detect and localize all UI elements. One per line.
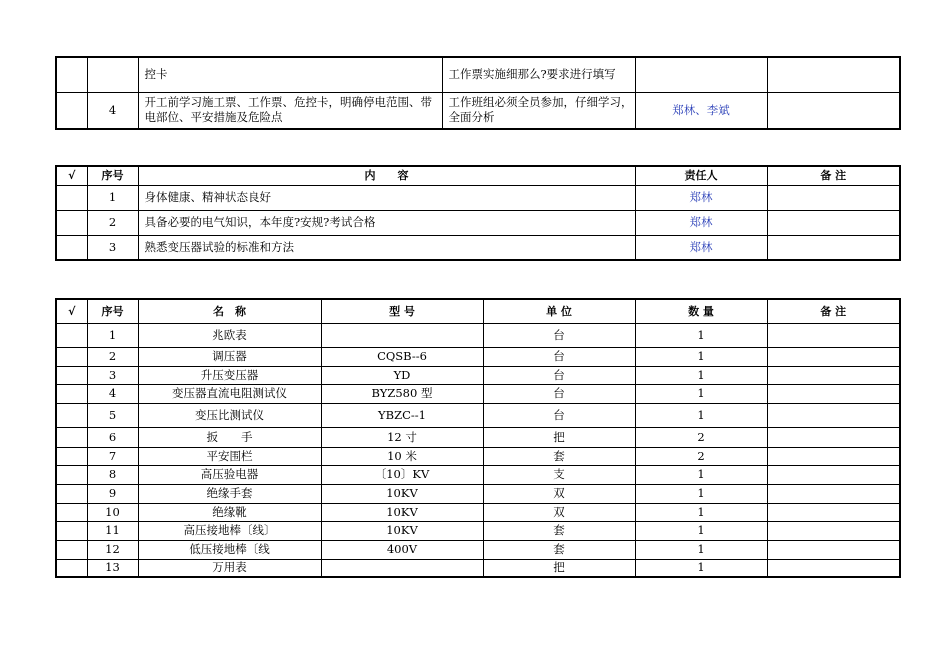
note-cell [767, 427, 900, 447]
unit-cell: 套 [483, 540, 635, 559]
table-row [56, 521, 900, 540]
table-row [56, 366, 900, 384]
qty-cell: 1 [635, 323, 767, 347]
table-row [56, 540, 900, 559]
name-cell: 变压器直流电阻测试仪 [138, 384, 321, 403]
person-cell [635, 57, 767, 92]
qty-cell: 1 [635, 384, 767, 403]
seq-cell: 5 [87, 403, 138, 427]
requirement-cell: 工作票实施细那么?要求进行填写 [442, 57, 635, 92]
unit-cell: 台 [483, 347, 635, 366]
check-cell[interactable] [56, 347, 87, 366]
note-cell [767, 465, 900, 484]
model-cell: BYZ580 型 [321, 384, 483, 403]
qty-cell: 1 [635, 465, 767, 484]
note-cell [767, 210, 900, 235]
qty-cell: 1 [635, 347, 767, 366]
note-cell [767, 366, 900, 384]
name-cell: 低压接地棒〔线 [138, 540, 321, 559]
name-cell: 平安围栏 [138, 447, 321, 465]
check-cell[interactable] [56, 484, 87, 503]
check-cell[interactable] [56, 540, 87, 559]
person-cell: 郑林、李斌 [635, 92, 767, 129]
seq-cell: 4 [87, 92, 138, 129]
qty-header: 数 量 [635, 299, 767, 323]
content-cell: 熟悉变压器试验的标准和方法 [138, 235, 635, 260]
model-cell: 12 寸 [321, 427, 483, 447]
name-cell: 升压变压器 [138, 366, 321, 384]
table-row [56, 503, 900, 521]
unit-cell: 套 [483, 447, 635, 465]
unit-cell: 支 [483, 465, 635, 484]
qty-cell: 1 [635, 521, 767, 540]
unit-cell: 把 [483, 427, 635, 447]
personnel-requirements-table [55, 165, 901, 261]
check-cell[interactable] [56, 235, 87, 260]
task-continuation-table [55, 56, 901, 130]
name-cell: 高压接地棒〔线〕 [138, 521, 321, 540]
model-cell: CQSB--6 [321, 347, 483, 366]
check-cell[interactable] [56, 384, 87, 403]
seq-cell: 3 [87, 235, 138, 260]
note-cell [767, 403, 900, 427]
note-cell [767, 521, 900, 540]
name-header: 名 称 [138, 299, 321, 323]
header-row [56, 166, 900, 185]
check-cell[interactable] [56, 465, 87, 484]
unit-cell: 台 [483, 366, 635, 384]
check-cell[interactable] [56, 57, 87, 92]
name-cell: 兆欧表 [138, 323, 321, 347]
seq-cell: 2 [87, 347, 138, 366]
check-cell[interactable] [56, 366, 87, 384]
model-cell: 〔10〕KV [321, 465, 483, 484]
check-header: √ [56, 299, 87, 323]
table-row [56, 403, 900, 427]
qty-cell: 1 [635, 403, 767, 427]
note-cell [767, 57, 900, 92]
qty-cell: 2 [635, 447, 767, 465]
note-header: 备 注 [767, 166, 900, 185]
model-cell [321, 323, 483, 347]
model-cell: 10KV [321, 503, 483, 521]
check-cell[interactable] [56, 521, 87, 540]
seq-cell: 6 [87, 427, 138, 447]
seq-cell: 9 [87, 484, 138, 503]
check-cell[interactable] [56, 559, 87, 577]
unit-cell: 双 [483, 484, 635, 503]
table-row [56, 347, 900, 366]
table-row [56, 185, 900, 210]
name-cell: 调压器 [138, 347, 321, 366]
seq-cell: 3 [87, 366, 138, 384]
qty-cell: 2 [635, 427, 767, 447]
content-cell: 控卡 [138, 57, 442, 92]
note-cell [767, 92, 900, 129]
table-row [56, 465, 900, 484]
model-cell: 10KV [321, 484, 483, 503]
content-header: 内 容 [138, 166, 635, 185]
table-row [56, 447, 900, 465]
name-cell: 变压比测试仪 [138, 403, 321, 427]
seq-cell [87, 57, 138, 92]
qty-cell: 1 [635, 484, 767, 503]
person-cell: 郑林 [635, 210, 767, 235]
model-cell: YBZC--1 [321, 403, 483, 427]
name-cell: 扳 手 [138, 427, 321, 447]
check-cell[interactable] [56, 210, 87, 235]
note-cell [767, 559, 900, 577]
model-header: 型 号 [321, 299, 483, 323]
table-row [56, 92, 900, 129]
header-row [56, 299, 900, 323]
qty-cell: 1 [635, 366, 767, 384]
check-cell[interactable] [56, 447, 87, 465]
note-cell [767, 347, 900, 366]
seq-cell: 1 [87, 185, 138, 210]
seq-header: 序号 [87, 299, 138, 323]
unit-cell: 台 [483, 384, 635, 403]
seq-cell: 11 [87, 521, 138, 540]
seq-cell: 7 [87, 447, 138, 465]
check-cell[interactable] [56, 427, 87, 447]
name-cell: 高压验电器 [138, 465, 321, 484]
note-cell [767, 447, 900, 465]
note-cell [767, 540, 900, 559]
requirement-cell: 工作班组必须全员参加，仔细学习，全面分析 [442, 92, 635, 129]
note-cell [767, 484, 900, 503]
unit-cell: 台 [483, 403, 635, 427]
check-cell[interactable] [56, 503, 87, 521]
note-cell [767, 503, 900, 521]
qty-cell: 1 [635, 503, 767, 521]
model-cell [321, 559, 483, 577]
unit-cell: 双 [483, 503, 635, 521]
unit-cell: 套 [483, 521, 635, 540]
table-row [56, 484, 900, 503]
unit-cell: 把 [483, 559, 635, 577]
model-cell: 10KV [321, 521, 483, 540]
model-cell: YD [321, 366, 483, 384]
person-header: 责任人 [635, 166, 767, 185]
table-row [56, 559, 900, 577]
tools-equipment-table [55, 298, 901, 578]
seq-cell: 4 [87, 384, 138, 403]
seq-header: 序号 [87, 166, 138, 185]
note-cell [767, 384, 900, 403]
content-cell: 开工前学习施工票、工作票、危控卡，明确停电范围、带电部位、平安措施及危险点 [138, 92, 442, 129]
check-cell[interactable] [56, 92, 87, 129]
check-header: √ [56, 166, 87, 185]
model-cell: 10 米 [321, 447, 483, 465]
content-cell: 身体健康、精神状态良好 [138, 185, 635, 210]
qty-cell: 1 [635, 559, 767, 577]
name-cell: 绝缘手套 [138, 484, 321, 503]
seq-cell: 10 [87, 503, 138, 521]
check-cell[interactable] [56, 323, 87, 347]
seq-cell: 8 [87, 465, 138, 484]
qty-cell: 1 [635, 540, 767, 559]
check-cell[interactable] [56, 403, 87, 427]
unit-cell: 台 [483, 323, 635, 347]
person-cell: 郑林 [635, 235, 767, 260]
check-cell[interactable] [56, 185, 87, 210]
note-cell [767, 235, 900, 260]
table-row [56, 210, 900, 235]
table-row [56, 323, 900, 347]
table-row [56, 235, 900, 260]
name-cell: 万用表 [138, 559, 321, 577]
note-cell [767, 185, 900, 210]
table-row [56, 57, 900, 92]
name-cell: 绝缘靴 [138, 503, 321, 521]
content-cell: 具备必要的电气知识，本年度?安规?考试合格 [138, 210, 635, 235]
table-row [56, 384, 900, 403]
person-cell: 郑林 [635, 185, 767, 210]
model-cell: 400V [321, 540, 483, 559]
seq-cell: 2 [87, 210, 138, 235]
seq-cell: 1 [87, 323, 138, 347]
note-header: 备 注 [767, 299, 900, 323]
unit-header: 单 位 [483, 299, 635, 323]
table-row [56, 427, 900, 447]
note-cell [767, 323, 900, 347]
seq-cell: 13 [87, 559, 138, 577]
seq-cell: 12 [87, 540, 138, 559]
